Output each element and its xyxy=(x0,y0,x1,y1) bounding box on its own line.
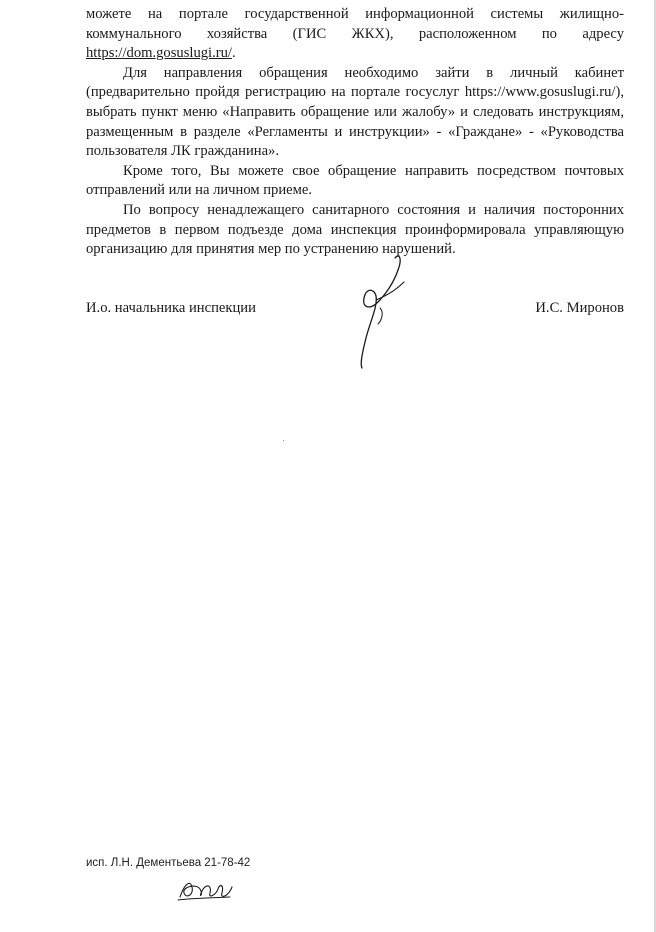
signatory-title: И.о. начальника инспекции xyxy=(86,300,256,316)
paragraph-1-end: . xyxy=(231,45,236,62)
paragraph-2: Для направления обращения необходимо зайти в личный кабинет (предварительно пройдя регистрацию на портале госуслуг https://www.gosuslugi.ru/), выбрать пункт меню «Направить обращение или жалобу» и следовать инструкциям, размещенным в разделе «Регламенты и инструкции» - «Граждане» - «Руководства пользователя ЛК гражданина». xyxy=(86,64,624,160)
paragraph-1-text: можете на портале государственной информационной системы жилищно-коммунального хозяйства (ГИС ЖКХ), расположенном по адресу xyxy=(86,6,624,42)
paragraph-1 xyxy=(86,5,624,64)
paragraph-4: По вопросу ненадлежащего санитарного состояния и наличия посторонних предметов в первом подъезде дома инспекция проинформировала управляющую организацию для принятия мер по устранению нарушений. xyxy=(86,201,624,258)
scan-speck xyxy=(283,440,284,441)
handwritten-signature xyxy=(340,250,420,375)
letter-body xyxy=(86,5,624,260)
executor-line: исп. Л.Н. Дементьева 21-78-42 xyxy=(86,857,251,869)
paragraph-3: Кроме того, Вы можете свое обращение направить посредством почтовых отправлений или на личном приеме. xyxy=(86,162,624,199)
gis-zhkh-link[interactable]: https://dom.gosuslugi.ru/ xyxy=(86,45,232,62)
signatory-name: И.С. Миронов xyxy=(535,300,624,316)
handwritten-initials xyxy=(176,873,234,903)
